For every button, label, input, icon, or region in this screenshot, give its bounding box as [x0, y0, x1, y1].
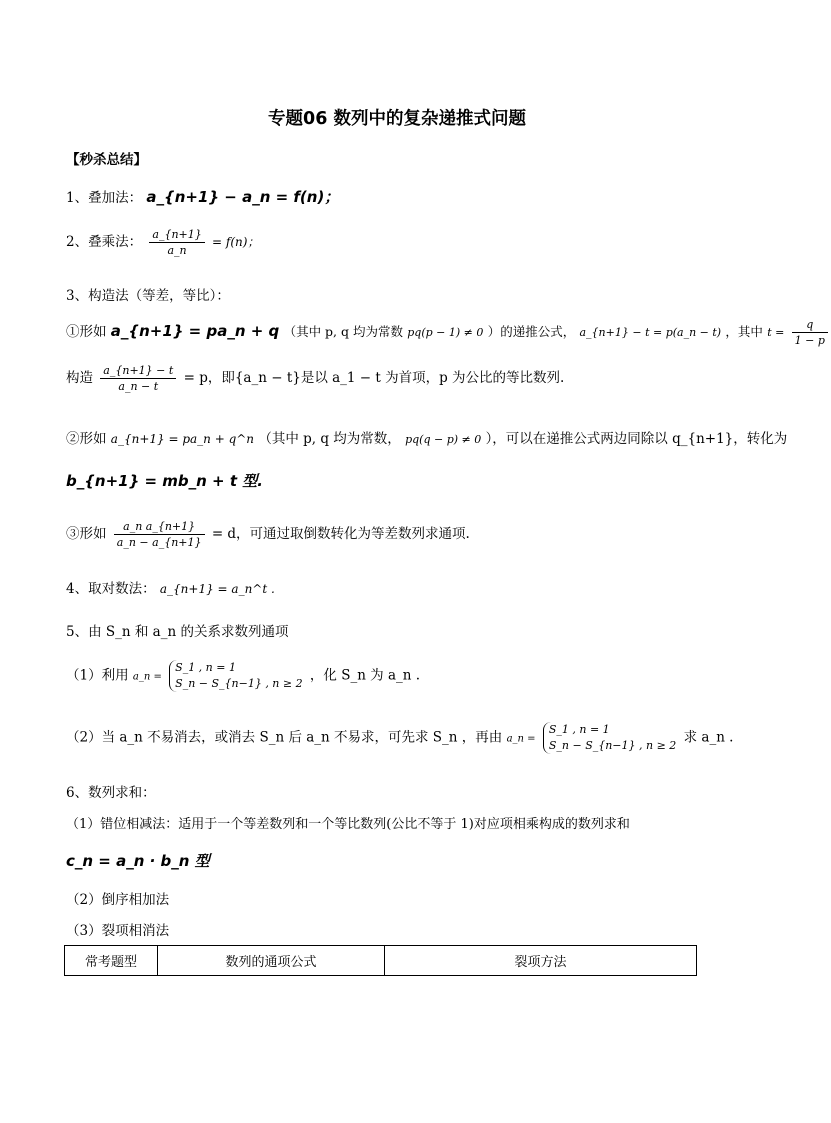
item-3b-line1 — [66, 427, 787, 447]
item-5-1 — [66, 660, 420, 692]
item-5-2-case2: S_n − S_{n−1} , n ≥ 2 — [548, 739, 677, 752]
item-5-2-cases — [543, 722, 676, 754]
item-3a-text2: （其中 p, q 均为常数 — [283, 324, 403, 339]
item-4 — [66, 577, 275, 597]
item-5: 5、由 S_n 和 a_n 的关系求数列通项 — [66, 624, 289, 640]
item-3b-line2 — [66, 470, 263, 491]
item-5-1-cases — [169, 660, 302, 692]
item-6-1: （1）错位相减法：适用于一个等差数列和一个等比数列(公比不等于 1)对应项相乘构成的数列求和 — [66, 817, 630, 832]
item-6-1-formula-text: c_n = a_n · b_n 型 — [66, 852, 210, 870]
item-3a-text4: ，其中 — [725, 324, 763, 339]
item-3b-text2: （其中 p, q 均为常数， — [258, 431, 401, 447]
item-3a-t-fraction — [792, 318, 828, 347]
item-6-3: （3）裂项相消法 — [66, 923, 170, 939]
item-3: 3、构造法（等差，等比）： — [66, 288, 230, 304]
item-1 — [66, 186, 339, 207]
item-3b-text3: ），可以在递推公式两边同除以 q_{n+1}，转化为 — [485, 431, 788, 447]
item-5-2-case1: S_1 , n = 1 — [548, 723, 610, 736]
item-3c-numerator: a_n a_{n+1} — [114, 520, 205, 535]
item-3a-text1: ①形如 — [66, 324, 107, 340]
item-1-formula: a_{n+1} − a_n = f(n)； — [146, 188, 340, 206]
item-5-1-case2: S_n − S_{n−1} , n ≥ 2 — [175, 677, 303, 690]
item-3a-line2-fraction — [100, 364, 176, 393]
item-2 — [66, 228, 259, 257]
item-5-1-suffix: ，化 S_n 为 a_n . — [309, 667, 421, 684]
item-2-tail: = f(n)； — [212, 235, 260, 249]
item-2-numerator: a_{n+1} — [149, 228, 204, 243]
item-3a-line2 — [66, 364, 564, 393]
item-2-fraction — [149, 228, 204, 257]
item-3a-text3: ）的递推公式， — [487, 324, 576, 339]
item-1-prefix: 1、叠加法： — [66, 190, 143, 206]
item-3a-line2-b: = p，即{a_n − t}是以 a_1 − t 为首项，p 为公比的等比数列. — [183, 370, 565, 386]
item-3c-text1: ③形如 — [66, 526, 107, 542]
item-3b-formula: a_{n+1} = pa_n + q^n — [110, 432, 255, 446]
item-6-1-formula — [66, 850, 210, 871]
item-3a-formula2: a_{n+1} − t = p(a_n − t) — [579, 326, 722, 339]
item-5-2 — [66, 722, 733, 754]
item-3a-line2-denominator: a_n − t — [118, 380, 159, 393]
item-3a-cond: pq(p − 1) ≠ 0 — [407, 326, 484, 339]
item-5-2-suffix: 求 a_n . — [683, 729, 734, 746]
item-3c-denominator: a_n − a_{n+1} — [116, 536, 202, 549]
item-5-2-text: （2）当 a_n 不易消去，或消去 S_n 后 a_n 不易求，可先求 S_n ，再由 — [66, 729, 503, 746]
item-3c-fraction — [114, 520, 205, 549]
item-5-1-prefix: （1）利用 — [66, 667, 129, 684]
item-3b-cond: pq(q − p) ≠ 0 — [405, 433, 482, 446]
item-3c — [66, 520, 470, 549]
item-3a-formula1: a_{n+1} = pa_n + q — [110, 322, 280, 340]
item-4-formula: a_{n+1} = a_n^t . — [159, 582, 275, 596]
item-5-1-an: a_n = — [132, 671, 162, 683]
item-4-prefix: 4、取对数法： — [66, 581, 156, 597]
item-3a-t-numerator: q — [792, 318, 828, 333]
table-header-cell: 常考题型 — [65, 946, 158, 976]
item-3a-line1 — [66, 318, 831, 347]
item-5-1-case1: S_1 , n = 1 — [175, 661, 236, 674]
section-label: 【秒杀总结】 — [66, 152, 147, 168]
item-6-2: （2）倒序相加法 — [66, 892, 170, 908]
item-3b-text1: ②形如 — [66, 431, 107, 447]
method-table — [64, 945, 697, 976]
item-6: 6、数列求和： — [66, 785, 156, 801]
item-3a-t-denominator: 1 − p — [794, 334, 825, 347]
page-title: 专题06 数列中的复杂递推式问题 — [268, 109, 526, 129]
item-5-2-an: a_n = — [506, 733, 536, 745]
item-2-prefix: 2、叠乘法： — [66, 234, 143, 250]
table-header-cell: 数列的通项公式 — [158, 946, 385, 976]
item-3c-text2: = d，可通过取倒数转化为等差数列求通项. — [211, 526, 470, 542]
item-3a-line2-a: 构造 — [66, 370, 93, 386]
item-3b-line2-formula: b_{n+1} = mb_n + t 型. — [66, 472, 263, 490]
item-3a-t: t = — [767, 326, 785, 339]
table-header-cell: 裂项方法 — [385, 946, 697, 976]
table-header-row — [65, 946, 697, 976]
item-3a-line2-numerator: a_{n+1} − t — [100, 364, 176, 379]
item-2-denominator: a_n — [167, 244, 187, 257]
